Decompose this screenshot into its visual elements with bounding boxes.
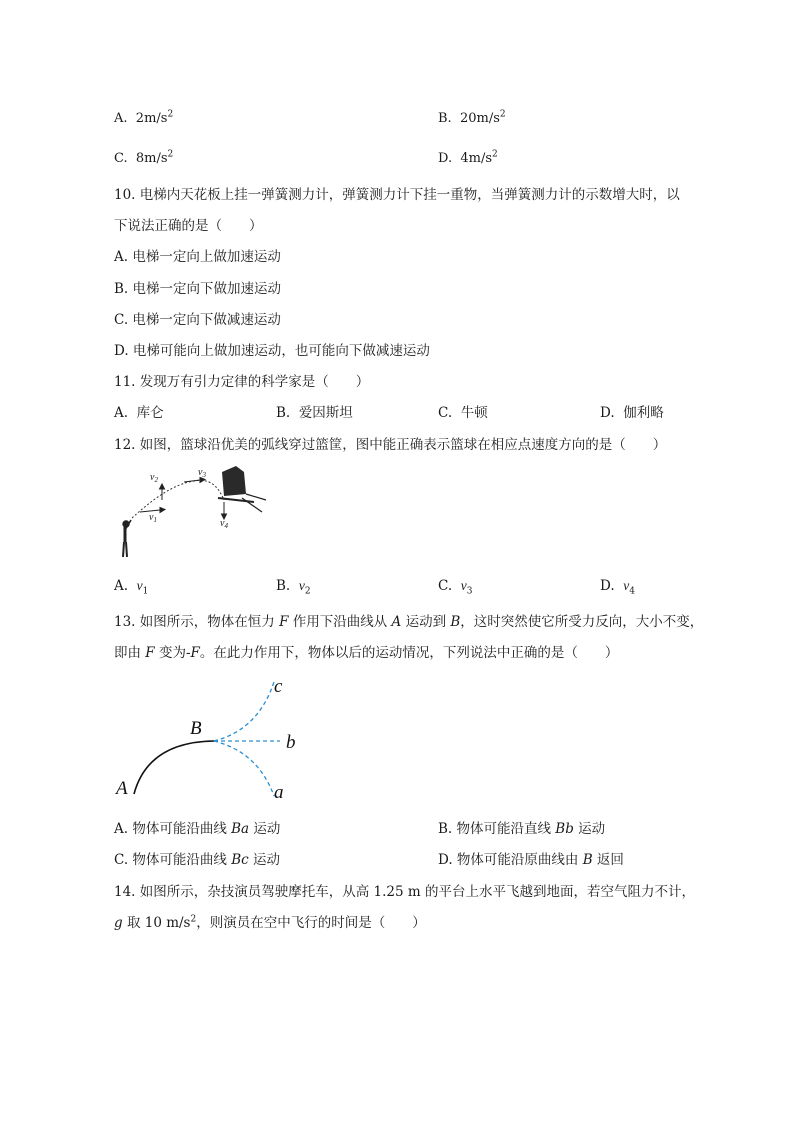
arc-a-to-b xyxy=(134,741,214,794)
q13-option-a: A. 物体可能沿曲线 Ba 运动 xyxy=(114,821,281,837)
q14-stem-line2: g 取 10 $m/s^2$，则演员在空中飞行的时间是（ ） xyxy=(114,914,426,931)
backboard-drawing xyxy=(218,466,266,512)
q12-option-b: B. $v_2$ xyxy=(276,578,311,597)
q11-option-c: C. 牛顿 xyxy=(438,405,488,421)
label-v4: $v_4$ xyxy=(220,518,228,530)
q10-option-d: D. 电梯可能向上做加速运动，也可能向下做减速运动 xyxy=(114,343,430,359)
label-v2: $v_2$ xyxy=(150,472,158,484)
q11-option-b: B. 爱因斯坦 xyxy=(276,405,353,421)
q12-option-c: C. $v_3$ xyxy=(438,578,473,597)
q9-option-a: A. $2m/s^2$ xyxy=(114,109,174,126)
q12-option-d: D. $v_4$ xyxy=(600,578,635,597)
q9-option-d: D. $4m/s^2$ xyxy=(438,149,498,166)
label-point-a: A xyxy=(116,778,128,799)
q13-option-d: D. 物体可能沿原曲线由 B 返回 xyxy=(438,852,624,868)
q10-option-b: B. 电梯一定向下做加速运动 xyxy=(114,281,282,297)
q12-option-a: A. $v_1$ xyxy=(114,578,149,597)
q9-option-c: C. $8m/s^2$ xyxy=(114,149,174,166)
label-c: c xyxy=(274,676,283,697)
q13-option-b: B. 物体可能沿直线 Bb 运动 xyxy=(438,821,606,837)
label-v1: $v_1$ xyxy=(149,512,157,524)
q10-option-a: A. 电梯一定向上做加速运动 xyxy=(114,249,281,265)
label-v3: $v_3$ xyxy=(198,467,206,479)
label-a: a xyxy=(274,782,284,803)
force-curve-figure xyxy=(108,672,308,806)
q13-stem-line2: 即由 F 变为-F。在此力作用下，物体以后的运动情况，下列说法中正确的是（ ） xyxy=(114,645,619,661)
label-point-b: B xyxy=(190,718,202,739)
basketball-figure xyxy=(114,462,280,564)
q11-option-a: A. 库仑 xyxy=(114,405,164,421)
path-ba xyxy=(214,741,274,796)
q10-option-c: C. 电梯一定向下做减速运动 xyxy=(114,312,281,328)
q13-option-c: C. 物体可能沿曲线 Bc 运动 xyxy=(114,852,281,868)
q14-stem-line1: 14. 如图所示，杂技演员驾驶摩托车，从高 1.25 m 的平台上水平飞越到地面，若空气阻力不计， xyxy=(114,884,695,900)
q13-stem-line1: 13. 如图所示，物体在恒力 F 作用下沿曲线从 A 运动到 B，这时突然使它所受力反向，大小不变， xyxy=(114,614,704,630)
q10-stem-line2: 下说法正确的是（ ） xyxy=(114,218,263,234)
q11-stem: 11. 发现万有引力定律的科学家是（ ） xyxy=(114,374,370,390)
label-b: b xyxy=(286,732,296,753)
trajectory-arc xyxy=(132,480,224,518)
dashed-paths xyxy=(214,682,280,796)
q10-stem-line1: 10. 电梯内天花板上挂一弹簧测力计，弹簧测力计下挂一重物，当弹簧测力计的示数增大时，以 xyxy=(114,187,680,203)
q12-stem: 12. 如图，篮球沿优美的弧线穿过篮筐，图中能正确表示篮球在相应点速度方向的是（ ） xyxy=(114,437,667,453)
q11-option-d: D. 伽利略 xyxy=(600,405,664,421)
path-bc xyxy=(214,682,274,741)
q9-option-b: B. $20m/s^2$ xyxy=(438,109,506,126)
player-drawing xyxy=(123,520,131,557)
